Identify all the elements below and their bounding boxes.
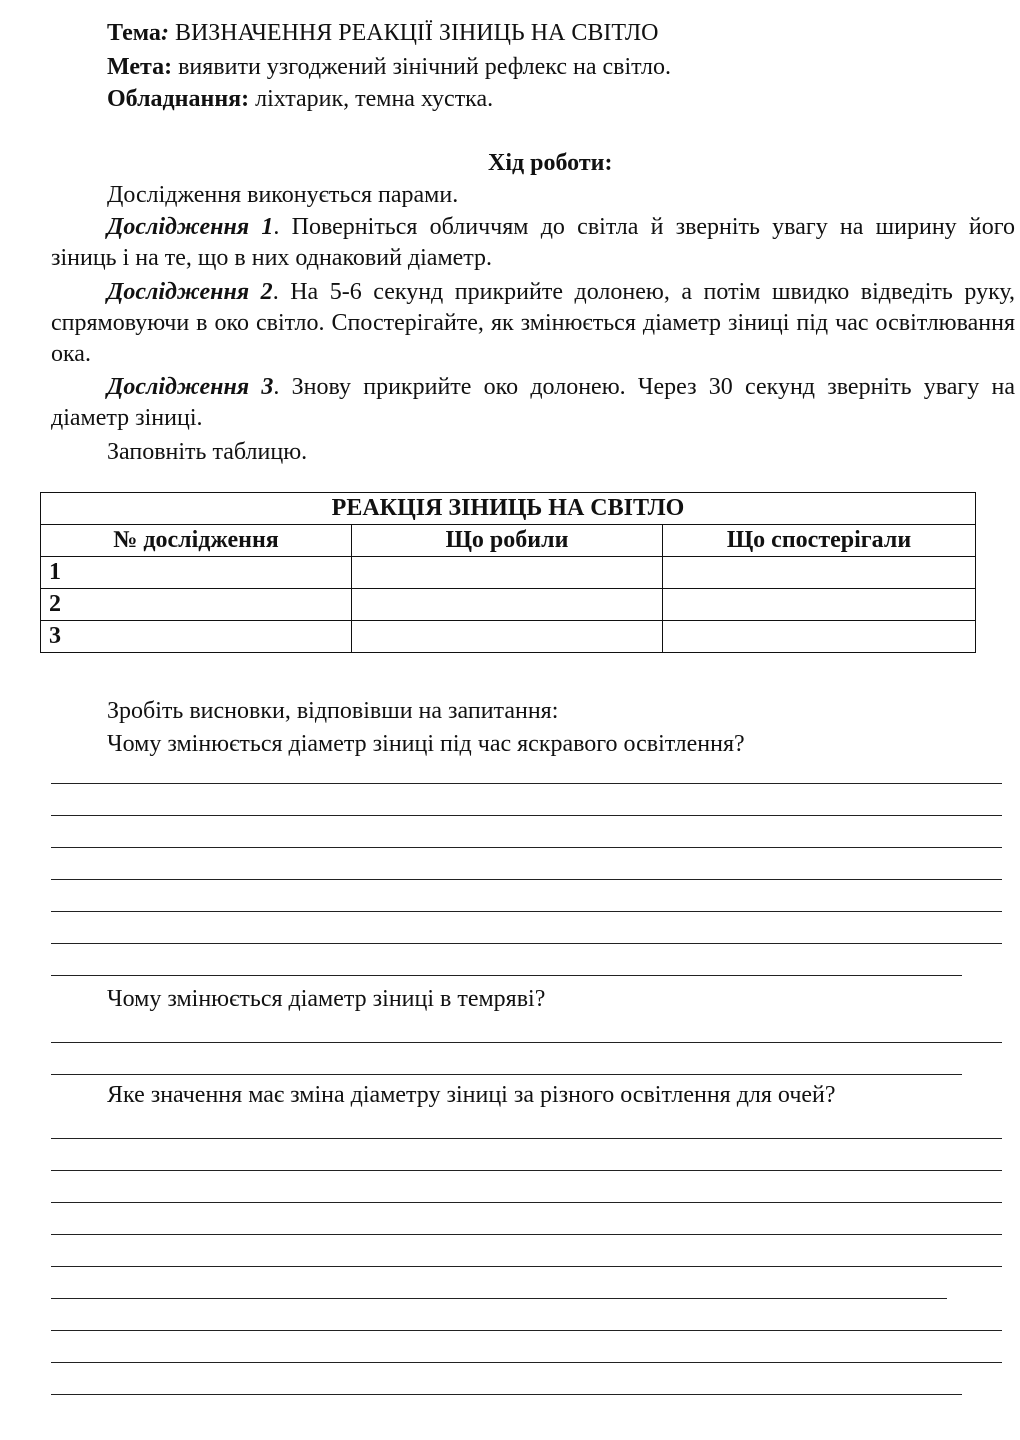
answer-line[interactable] [51, 1394, 962, 1395]
topic-colon: : [160, 20, 169, 46]
conclusions-intro: Зробіть висновки, відповівши на запитання: [107, 698, 559, 724]
goal-value: виявити узгоджений зінічний рефлекс на світло. [172, 54, 671, 80]
answer-line[interactable] [51, 1298, 947, 1299]
observed-cell[interactable] [663, 589, 976, 621]
fill-table-instruction: Заповніть таблицю. [107, 439, 308, 465]
study-3-text: . Знову прикрийте око долонею. Через 30 секунд зверніть увагу на діаметр зіниці. [51, 374, 1016, 431]
answer-line[interactable] [51, 1266, 1002, 1267]
table-row [41, 621, 976, 653]
answer-line[interactable] [51, 1138, 1002, 1139]
study-3-label: Дослідження 3 [107, 374, 274, 400]
answer-line[interactable] [51, 847, 1002, 848]
study-3-paragraph [51, 372, 1015, 434]
question-1: Чому змінюється діаметр зіниці під час яскравого освітлення? [107, 731, 745, 757]
answer-line[interactable] [51, 911, 1002, 912]
equipment-line [107, 84, 493, 114]
table-header-row [41, 525, 976, 557]
question-3: Яке значення має зміна діаметру зіниці за різного освітлення для очей? [107, 1082, 836, 1108]
topic-label: Тема [107, 20, 161, 46]
row-number: 2 [41, 589, 352, 621]
row-number: 1 [41, 557, 352, 589]
study-1-label: Дослідження 1 [107, 214, 274, 240]
equipment-value: ліхтарик, темна хустка. [249, 86, 494, 112]
equipment-label: Обладнання: [107, 86, 250, 112]
goal-label: Мета: [107, 54, 173, 80]
column-header-what-observed: Що спостерігали [663, 525, 976, 557]
study-1-paragraph [51, 212, 1015, 274]
answer-line[interactable] [51, 815, 1002, 816]
answer-line[interactable] [51, 1202, 1002, 1203]
what-did-cell[interactable] [352, 589, 663, 621]
column-header-what-did: Що робили [352, 525, 663, 557]
study-2-paragraph [51, 277, 1015, 370]
answer-line[interactable] [51, 1330, 1002, 1331]
answer-line[interactable] [51, 1074, 962, 1075]
answer-line[interactable] [51, 975, 962, 976]
row-number: 3 [41, 621, 352, 653]
table-title-row [41, 493, 976, 525]
procedure-intro: Дослідження виконується парами. [107, 182, 459, 208]
what-did-cell[interactable] [352, 557, 663, 589]
observed-cell[interactable] [663, 621, 976, 653]
topic-line [107, 18, 658, 48]
answer-line[interactable] [51, 943, 1002, 944]
table-title: РЕАКЦІЯ ЗІНИЦЬ НА СВІТЛО [41, 493, 976, 525]
reaction-table [40, 492, 976, 653]
answer-line[interactable] [51, 1234, 1002, 1235]
what-did-cell[interactable] [352, 621, 663, 653]
column-header-study-number: № дослідження [41, 525, 352, 557]
topic-value: ВИЗНАЧЕННЯ РЕАКЦІЇ ЗІНИЦЬ НА СВІТЛО [168, 20, 659, 46]
study-2-text: . На 5-6 секунд прикрийте долонею, а потім швидко відведіть руку, спрямовуючи в око світло. Спостерігайте, як змінюється діаметр зіниці під час освітлювання ока. [51, 279, 1016, 367]
table-row [41, 557, 976, 589]
goal-line [107, 52, 671, 82]
question-2: Чому змінюється діаметр зіниці в темряві? [107, 986, 546, 1012]
answer-line[interactable] [51, 783, 1002, 784]
observed-cell[interactable] [663, 557, 976, 589]
procedure-title: Хід роботи: [488, 150, 613, 176]
answer-line[interactable] [51, 879, 1002, 880]
table-row [41, 589, 976, 621]
answer-line[interactable] [51, 1362, 1002, 1363]
study-2-label: Дослідження 2 [107, 279, 273, 305]
answer-line[interactable] [51, 1042, 1002, 1043]
answer-line[interactable] [51, 1170, 1002, 1171]
study-1-text: . Поверніться обличчям до світла й зверніть увагу на ширину його зіниць і на те, що в них однаковий діаметр. [51, 214, 1016, 271]
